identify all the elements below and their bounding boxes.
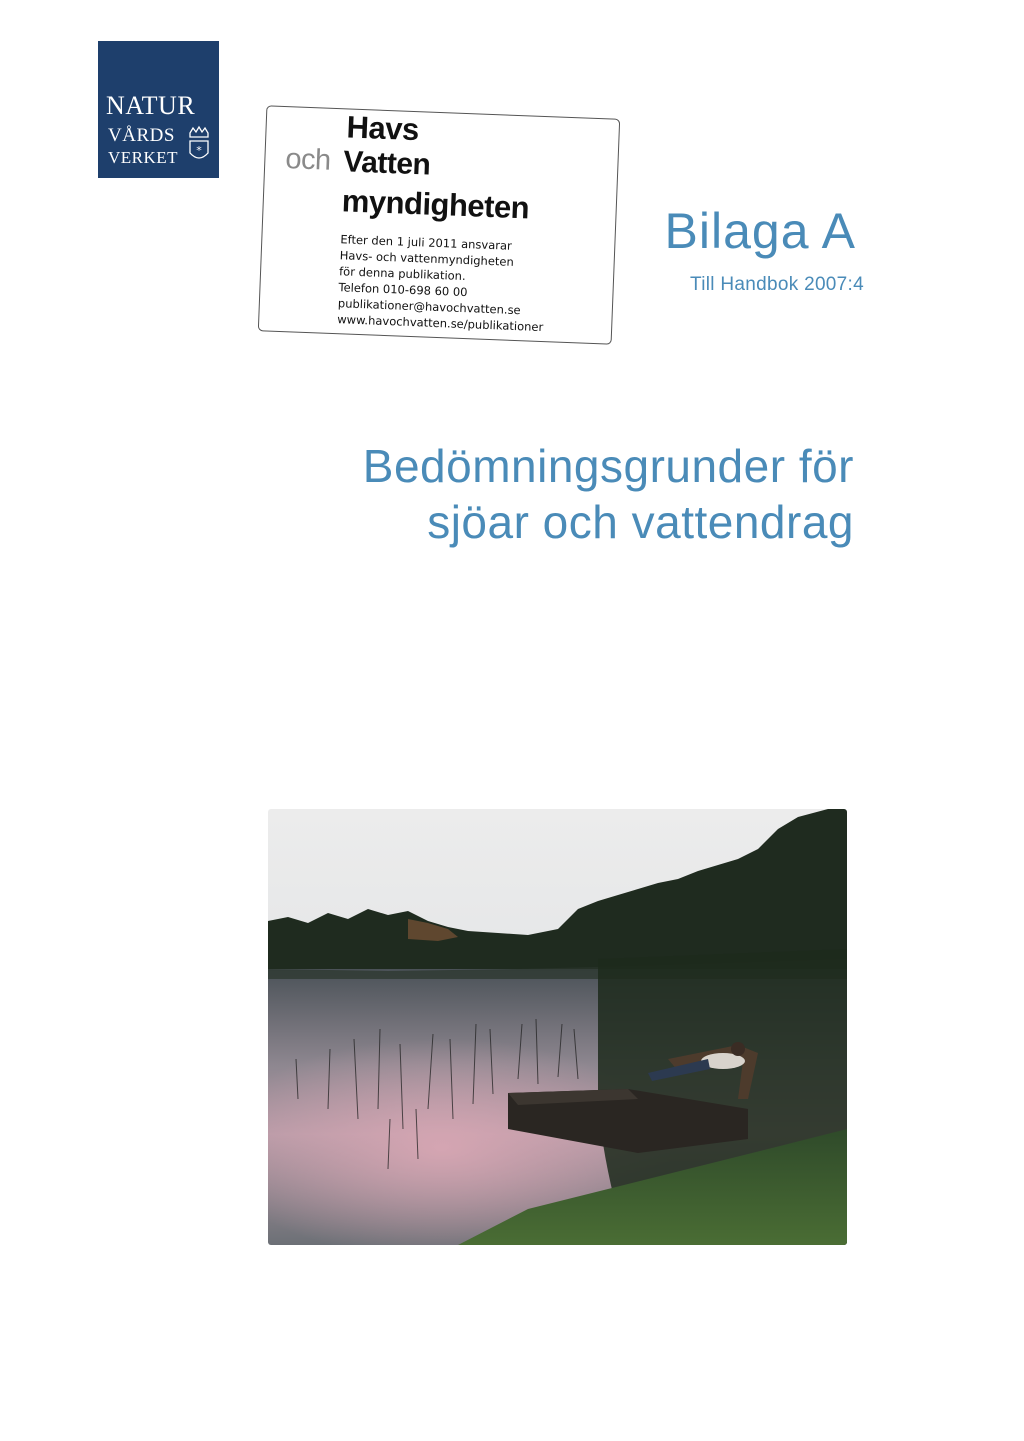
logo-text-natur: NATUR xyxy=(106,91,196,120)
naturvardsverket-logo xyxy=(98,41,219,178)
sticker-title-vatten: Vatten xyxy=(342,145,431,182)
sticker-title-havs: Havs xyxy=(346,109,420,148)
sticker-url: www.havochvatten.se/publikationer xyxy=(337,312,544,335)
logo-text-verket: VERKET xyxy=(108,148,179,167)
document-title-line: sjöar och vattendrag xyxy=(427,496,854,548)
svg-text:*: * xyxy=(196,144,202,157)
crown-shield-icon xyxy=(187,125,211,165)
cover-photo xyxy=(268,809,847,1245)
logo-text-vards: VÅRDS xyxy=(108,125,175,146)
sticker-notice-line: Havs- och vattenmyndigheten xyxy=(339,248,515,269)
document-title xyxy=(363,438,854,550)
sticker-email: publikationer@havochvatten.se xyxy=(337,296,521,318)
sticker-title-och: och xyxy=(284,143,332,177)
sticker-notice-line: för denna publikation. xyxy=(338,264,466,284)
handbook-reference: Till Handbok 2007:4 xyxy=(690,274,864,295)
sticker-notice-line: Efter den 1 juli 2011 ansvarar xyxy=(340,232,513,253)
sticker-phone: Telefon 010-698 60 00 xyxy=(338,280,468,300)
appendix-label: Bilaga A xyxy=(664,203,856,259)
lake-at-dusk-with-dock-photo xyxy=(268,809,847,1245)
sticker-title-myndigheten: myndigheten xyxy=(341,183,530,226)
publisher-notice-sticker xyxy=(258,105,620,344)
sticker-notice-text xyxy=(337,231,547,335)
document-title-line: Bedömningsgrunder för xyxy=(362,440,854,492)
